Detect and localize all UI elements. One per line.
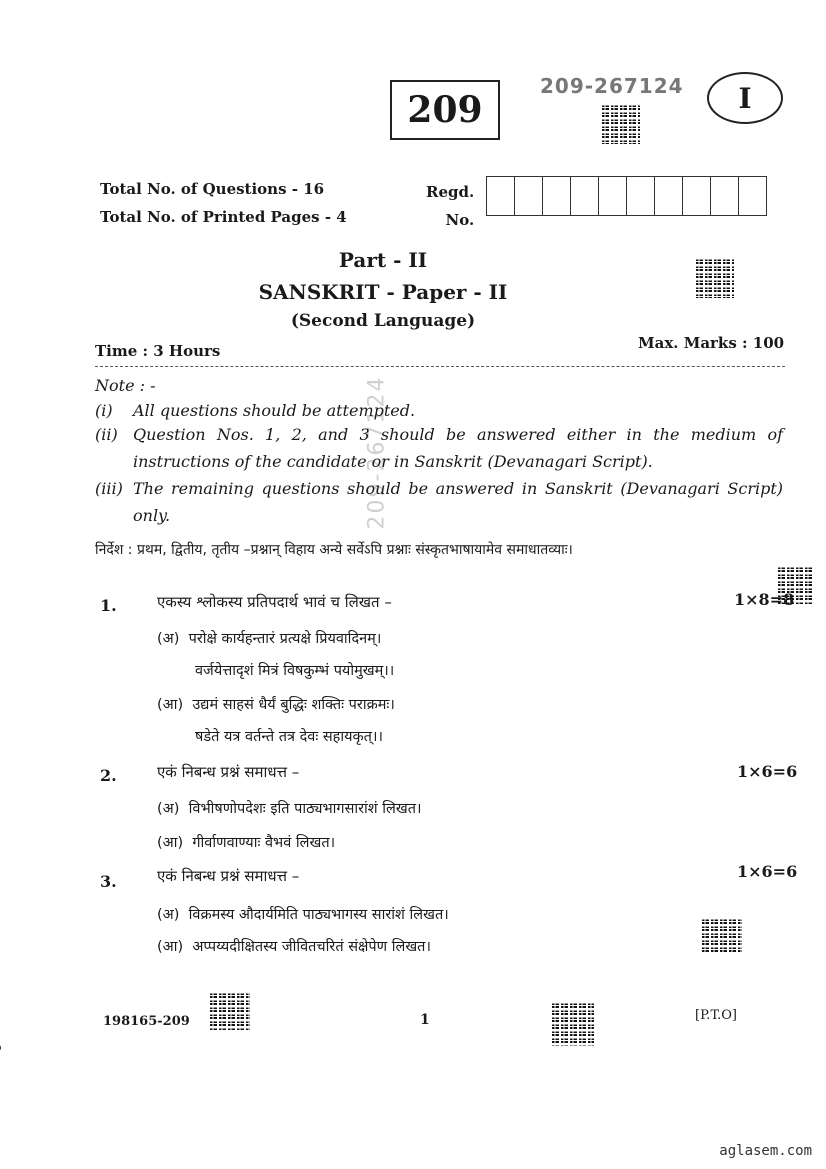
language-title: (Second Language)	[290, 311, 476, 331]
sub-text: विक्रमस्य औदार्यमिति पाठ्यभागस्य सारांशं लिखत।	[188, 907, 449, 923]
max-marks: Max. Marks : 100	[638, 334, 785, 352]
sub-label: (आ)	[157, 939, 184, 955]
verse-line: वर्जयेत्तादृशं मित्रं विषकुम्भं पयोमुखम्।।	[195, 663, 395, 679]
regd-box	[599, 177, 627, 215]
sub-label: (अ)	[157, 801, 180, 817]
side-watermark	[0, 973, 2, 1122]
no-label: No.	[445, 211, 475, 229]
question-text: एकं निबन्ध प्रश्नं समाधत्त –	[157, 763, 300, 781]
page-number: 1	[420, 1012, 430, 1028]
sub-text: अप्पय्यदीक्षितस्य जीवितचरितं संक्षेपेण लिखत।	[192, 939, 431, 955]
note-text: All questions should be attempted.	[133, 401, 416, 420]
barcode-title	[694, 258, 734, 298]
serial-watermark: 209-267124	[364, 375, 390, 530]
barcode-middle	[700, 918, 742, 954]
sub-text: गीर्वाणवाण्याः वैभवं लिखत।	[192, 835, 336, 851]
regd-box	[543, 177, 571, 215]
sub-label: (अ)	[157, 907, 180, 923]
question-marks: 1×6=6	[737, 862, 798, 881]
note-num: (iii)	[95, 479, 123, 498]
version-circle	[707, 72, 783, 124]
regd-box	[683, 177, 711, 215]
paper-code: 209	[407, 89, 483, 131]
total-pages: Total No. of Printed Pages - 4	[100, 208, 347, 226]
note-text: The remaining questions should be answered in Sanskrit (Devanagari Script) only.	[133, 479, 783, 525]
sub-label: (आ)	[157, 697, 184, 713]
sub-question	[157, 628, 381, 648]
note-item	[95, 397, 787, 424]
divider	[95, 366, 785, 367]
note-num: (ii)	[95, 425, 118, 444]
note-num: (i)	[95, 401, 113, 420]
subject-title: SANSKRIT - Paper - II	[258, 280, 508, 304]
part-title: Part - II	[338, 248, 428, 272]
sub-question	[157, 694, 395, 714]
regd-box	[655, 177, 683, 215]
question-number: 1.	[100, 596, 117, 615]
verse-line: परोक्षे कार्यहन्तारं प्रत्यक्षे प्रियवादिनम्।	[188, 631, 382, 647]
regd-box	[627, 177, 655, 215]
regd-box	[711, 177, 739, 215]
sub-text: विभीषणोपदेशः इति पाठ्यभागसारांशं लिखत।	[188, 801, 422, 817]
note-item	[95, 421, 787, 475]
pto-label: [P.T.O]	[695, 1008, 737, 1023]
sub-label: (आ)	[157, 835, 184, 851]
time-label: Time : 3 Hours	[95, 342, 221, 360]
question-marks: 1×6=6	[737, 762, 798, 781]
barcode-footer-left	[208, 992, 250, 1030]
regd-box	[515, 177, 543, 215]
regd-box	[739, 177, 766, 215]
question-text: एकं निबन्ध प्रश्नं समाधत्त –	[157, 867, 300, 885]
sub-label: (अ)	[157, 631, 180, 647]
footer-code: 198165-209	[103, 1014, 190, 1029]
instructions-hindi: निर्देश : प्रथम, द्वितीय, तृतीय –प्रश्नान् विहाय अन्ये सर्वेऽपि प्रश्नाः संस्कृतभाषायामेव समाधातव्याः।	[95, 542, 573, 558]
serial-number: 209-267124	[540, 74, 684, 98]
barcode-top	[600, 104, 640, 144]
verse-line: षडेते यत्र वर्तन्ते तत्र देवः सहायकृत्।।	[195, 729, 383, 745]
regd-box	[487, 177, 515, 215]
question-number: 2.	[100, 766, 117, 785]
barcode-footer-right	[550, 1002, 594, 1046]
regd-label-block	[426, 178, 474, 234]
question-text: एकस्य श्लोकस्य प्रतिपदार्थ भावं च लिखत –	[157, 593, 392, 611]
paper-code-box	[390, 80, 500, 140]
question-marks: 1×8=8	[734, 590, 795, 609]
note-text: Question Nos. 1, 2, and 3 should be answered either in the medium of instructions of the candidate or in Sanskrit (Devanagari Script).	[133, 425, 783, 471]
site-label: aglasem.com	[719, 1143, 812, 1159]
sub-question	[157, 832, 335, 852]
registration-number-boxes	[486, 176, 767, 216]
note-item	[95, 475, 787, 529]
verse-line: उद्यमं साहसं धैर्यं बुद्धिः शक्तिः पराक्रमः।	[192, 697, 395, 713]
note-heading: Note : -	[95, 376, 156, 395]
total-questions: Total No. of Questions - 16	[100, 180, 325, 198]
sub-question	[157, 936, 431, 956]
sub-question	[157, 798, 422, 818]
question-number: 3.	[100, 872, 117, 891]
version-label: I	[738, 81, 752, 115]
regd-box	[571, 177, 599, 215]
regd-label: Regd.	[426, 183, 475, 201]
sub-question	[157, 904, 449, 924]
